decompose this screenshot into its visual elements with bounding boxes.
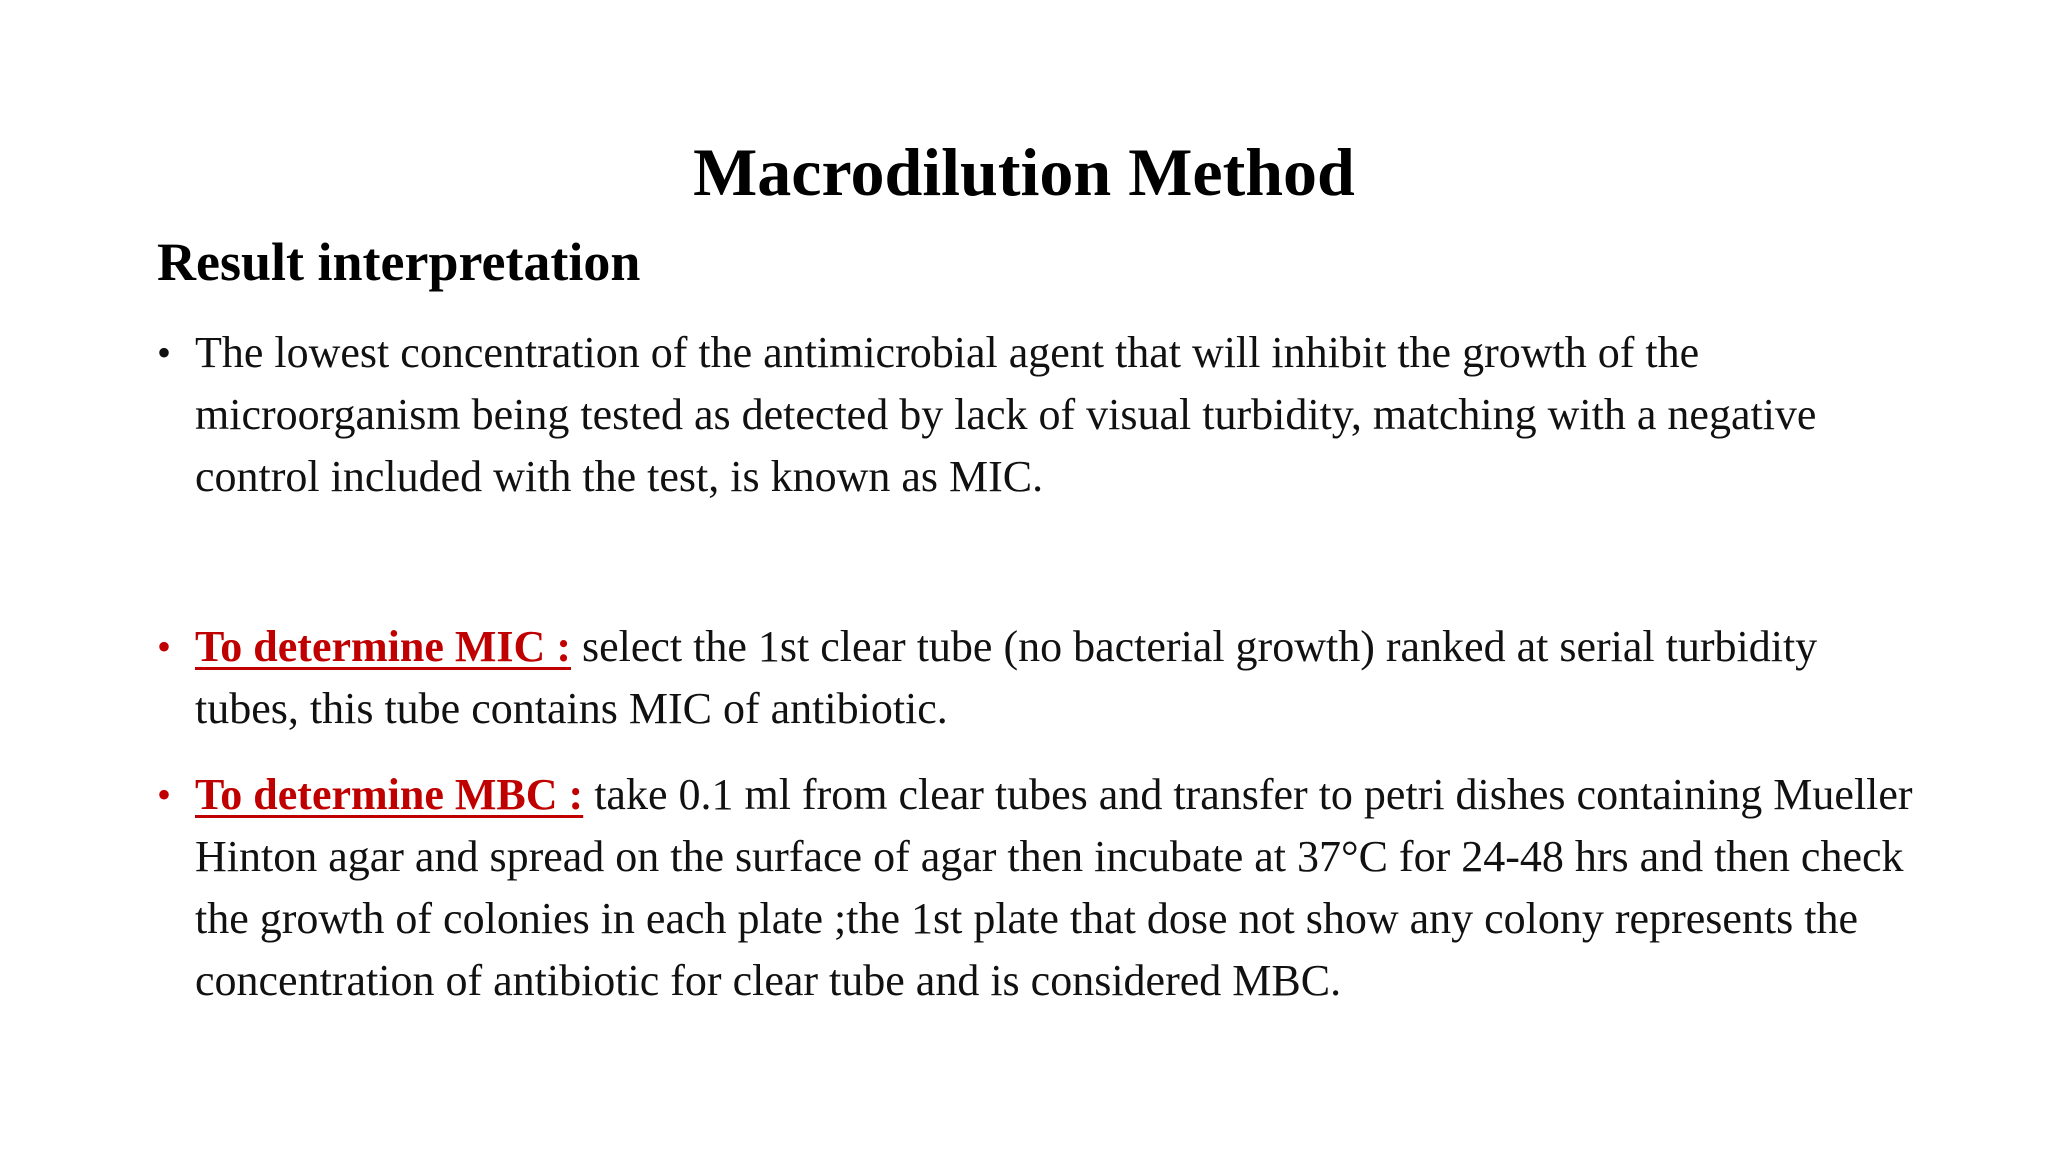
bullet-text: take 0.1 ml from clear tubes and transfer to petri dishes containing Mueller Hinton agar and spread on the surface of agar then incubate at 37°C for 24-48 hrs and then check the growth of colonies in each plate ;the 1st plate that dose not show any colony represents the concentration of antibiotic for clear tube and is considered MBC. <box>195 770 1913 1005</box>
bullet-marker: • <box>157 330 172 375</box>
bullet-text: select the 1st clear tube (no bacterial growth) ranked at serial turbidity tubes, this tube contains MIC of antibiotic. <box>195 622 1818 733</box>
bullet-highlight-label: To determine MIC : <box>195 622 571 671</box>
bullet-mic-definition <box>157 322 1917 508</box>
section-heading: Result interpretation <box>157 232 641 292</box>
bullet-text: The lowest concentration of the antimicrobial agent that will inhibit the growth of the microorganism being tested as detected by lack of visual turbidity, matching with a negative control included with the test, is known as MIC. <box>195 328 1817 501</box>
bullet-marker: • <box>157 624 172 669</box>
bullet-marker: • <box>157 772 172 817</box>
slide-title: Macrodilution Method <box>693 134 1355 210</box>
bullet-determine-mbc <box>157 764 1917 1012</box>
bullet-determine-mic <box>157 616 1917 740</box>
bullet-list <box>157 322 1917 1012</box>
bullet-highlight-label: To determine MBC : <box>195 770 584 819</box>
